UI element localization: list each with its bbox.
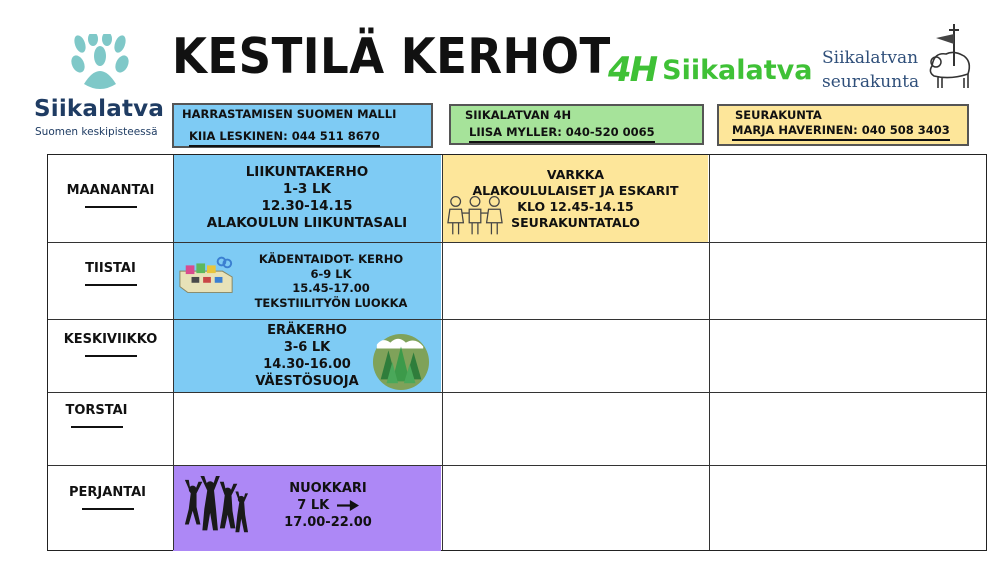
day-label-maanantai: [48, 183, 173, 208]
4h-logo-mark: 4H: [608, 50, 657, 90]
siikalatva-logo: [30, 34, 165, 144]
day-name: PERJANTAI: [69, 485, 146, 500]
contact-box-seurakunta: [717, 104, 969, 146]
contact-box-4h: [449, 104, 704, 145]
club-name: VARKKA: [546, 167, 605, 182]
row-divider: [48, 242, 986, 243]
day-name: KESKIVIIKKO: [63, 332, 158, 347]
4h-logo: [608, 48, 812, 92]
club-name: NUOKKARI: [289, 481, 367, 496]
club-liikuntakerho: [173, 164, 441, 232]
club-time: KLO 12.45-14.15: [517, 199, 634, 214]
club-grade: 3-6 LK: [283, 340, 331, 355]
day-underline: [85, 284, 137, 286]
seurakunta-logo-line2: seurakunta: [822, 72, 920, 92]
contact-person: LIISA MYLLER: 040-520 0065: [469, 125, 655, 143]
day-label-perjantai: [45, 485, 170, 510]
lamb-cross-icon: [924, 22, 974, 94]
club-name: ERÄKERHO: [267, 323, 347, 338]
club-kadentaidot: [223, 252, 439, 310]
club-varkka: [443, 167, 708, 231]
row-divider: [48, 319, 986, 320]
club-location: VÄESTÖSUOJA: [255, 374, 359, 389]
club-location: SEURAKUNTATALO: [511, 215, 640, 230]
club-time: 12.30-14.15: [261, 198, 353, 214]
club-location: ALAKOULUN LIIKUNTASALI: [206, 215, 408, 231]
club-name: KÄDENTAIDOT- KERHO: [258, 252, 404, 266]
day-label-tiistai: [48, 261, 173, 286]
club-nuokkari: [253, 480, 403, 531]
day-underline: [82, 508, 134, 510]
club-time: 15.45-17.00: [292, 281, 370, 295]
day-label-torstai: [34, 403, 159, 428]
club-grade: ALAKOULULAISET JA ESKARIT: [472, 183, 679, 198]
contact-person: KIIA LESKINEN: 044 511 8670: [189, 129, 380, 147]
schedule-grid: [47, 154, 987, 551]
club-grade: 1-3 LK: [282, 181, 332, 197]
siikalatva-logo-name: Siikalatva: [34, 96, 165, 122]
contact-org: HARRASTAMISEN SUOMEN MALLI: [182, 107, 397, 121]
day-label-keskiviikko: [48, 332, 173, 357]
seurakunta-logo-line1: Siikalatvan: [822, 48, 919, 68]
club-grade-row: [253, 497, 403, 514]
club-grade: 6-9 LK: [310, 266, 352, 281]
day-underline: [71, 426, 123, 428]
contact-org: SEURAKUNTA: [735, 108, 822, 122]
jumping-people-icon: [181, 475, 249, 541]
day-underline: [85, 355, 137, 357]
club-name: LIIKUNTAKERHO: [245, 164, 369, 180]
day-underline: [85, 206, 137, 208]
day-name: TORSTAI: [65, 403, 128, 418]
arrow-right-icon: [337, 500, 359, 511]
club-location: TEKSTIILITYÖN LUOKKA: [254, 295, 408, 310]
4h-logo-word: Siikalatva: [662, 54, 813, 86]
day-name: MAANANTAI: [66, 183, 155, 198]
paw-icon: [70, 34, 130, 92]
club-time: 17.00-22.00: [284, 515, 372, 530]
club-erakerho: [173, 322, 441, 390]
row-divider: [48, 465, 986, 466]
contact-org: SIIKALATVAN 4H: [465, 108, 572, 122]
seurakunta-logo: [820, 22, 980, 102]
day-name: TIISTAI: [85, 261, 136, 276]
contact-box-harrastamisen: [172, 103, 433, 148]
club-grade: 7 LK: [297, 498, 330, 513]
siikalatva-logo-tagline: Suomen keskipisteessä: [35, 126, 158, 138]
contact-person: MARJA HAVERINEN: 040 508 3403: [732, 123, 950, 141]
club-time: 14.30-16.00: [263, 357, 351, 372]
row-divider: [48, 392, 986, 393]
column-divider: [709, 155, 710, 550]
page-title: KESTILÄ KERHOT: [172, 28, 611, 85]
